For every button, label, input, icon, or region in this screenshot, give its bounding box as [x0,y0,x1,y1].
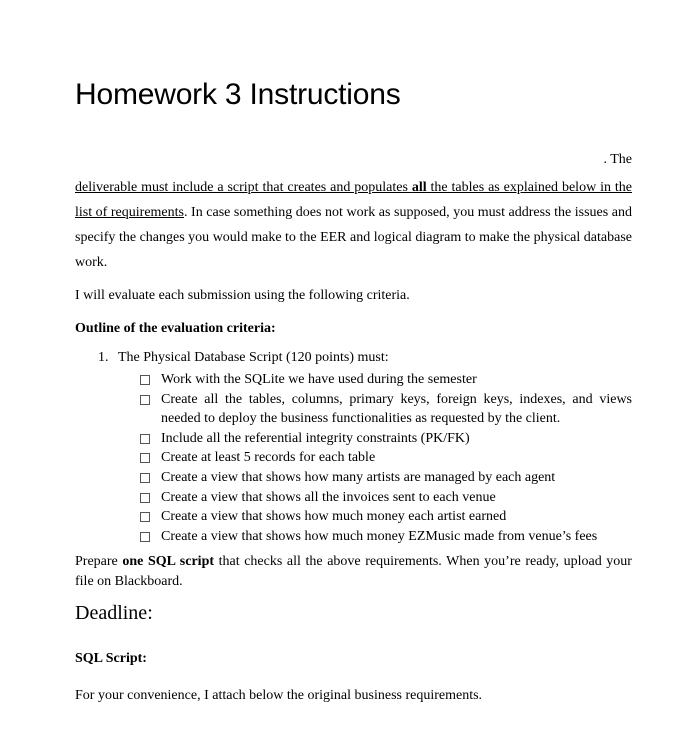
prepare-paragraph [75,552,632,592]
criterion-line [98,350,389,366]
checkbox-icon [140,473,150,483]
criterion-number: 1. [98,350,109,365]
list-item-text: Create all the tables, columns, primary keys, foreign keys, indexes, and views needed to deploy the business functionalities as requested by the client. [161,391,632,427]
list-item-text: Work with the SQLite we have used during the semester [161,372,477,387]
outline-heading: Outline of the evaluation criteria: [75,321,276,336]
intro-lead [75,152,632,168]
list-item-text: Create a view that shows all the invoices sent to each venue [161,489,496,505]
sql-script-heading: SQL Script: [75,651,147,666]
list-item-text: Include all the referential integrity constraints (PK/FK) [161,430,470,446]
list-item [140,429,632,449]
intro-rest: . In case something does not work as supposed, you must address the issues and specify the changes you would make to the EER and logical diagram to make the physical database work. [75,205,632,270]
prepare-pre: Prepare [75,554,123,569]
checkbox-icon [140,512,150,522]
list-item-text: Create a view that shows how much money EZMusic made from venue’s fees [161,528,598,544]
criterion-text: The Physical Database Script (120 points) must: [118,350,389,365]
list-item [140,507,632,527]
checkbox-icon [140,532,150,542]
closing-sentence: For your convenience, I attach below the original business requirements. [75,688,483,703]
list-item [140,468,632,488]
list-item [140,390,632,429]
checkbox-icon [140,434,150,444]
checkbox-icon [140,453,150,463]
list-item-text: Create a view that shows how much money each artist earned [161,509,507,525]
intro-paragraph [75,175,632,275]
prepare-bold: one SQL script [122,554,215,569]
checkbox-icon [140,493,150,503]
intro-underlined-bold: all [411,180,427,195]
evaluate-sentence: I will evaluate each submission using the following criteria. [75,288,410,303]
intro-underlined-tail: the tables as explained below in the list of requirements [75,180,632,220]
prepare-post: that checks all the above requirements. When you’re ready, upload your file on Blackboard. [75,554,632,589]
intro-lead-dot: . The [603,152,632,167]
deadline-heading: Deadline: [75,602,153,624]
requirements-checklist [140,370,632,546]
checkbox-icon [140,375,150,385]
intro-underlined: deliverable must include a script that creates and populates [75,180,412,195]
checkbox-icon [140,395,150,405]
list-item [140,488,632,508]
list-item [140,448,632,468]
list-item [140,527,632,547]
list-item-text: Create at least 5 records for each table [161,450,376,466]
list-item [140,370,632,390]
list-item-text: Create a view that shows how many artists are managed by each agent [161,469,556,485]
page-title: Homework 3 Instructions [75,78,401,111]
